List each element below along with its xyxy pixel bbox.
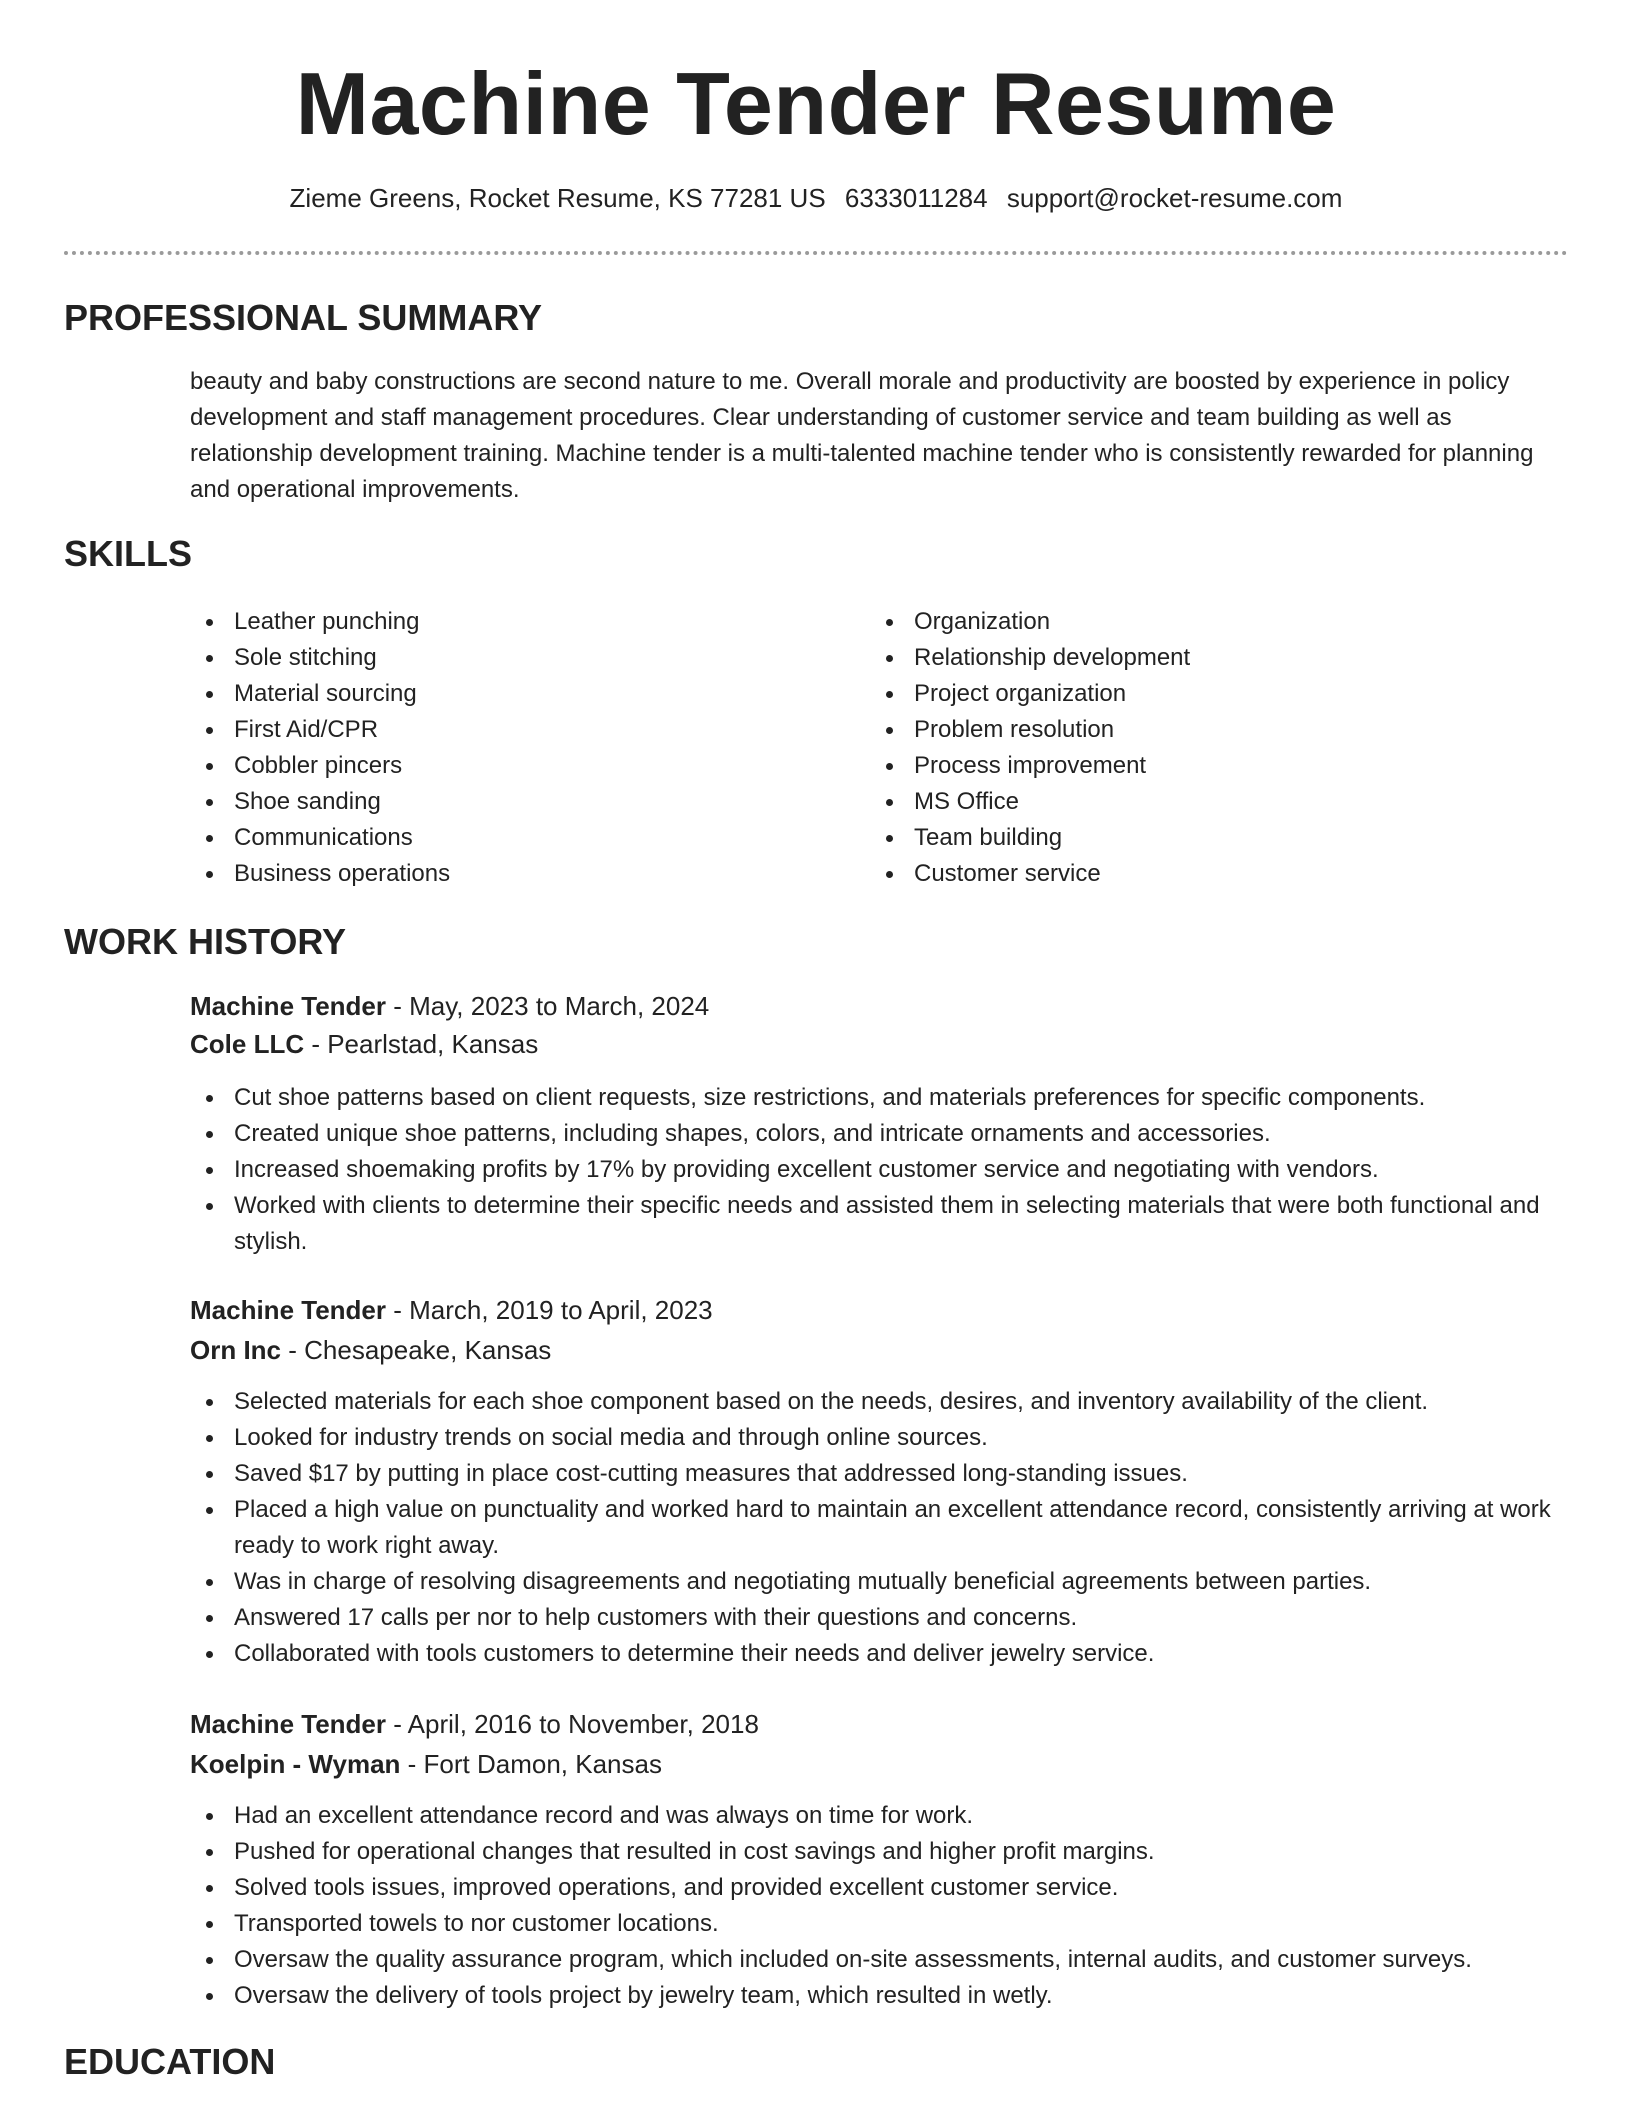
skill-item: Team building [870,820,1510,856]
job-bullet: Saved $17 by putting in place cost-cutting measures that addressed long-standing issues. [190,1456,1560,1492]
job-bullet: Increased shoemaking profits by 17% by providing excellent customer service and negotiating with vendors. [190,1152,1560,1188]
job-bullet: Oversaw the delivery of tools project by jewelry team, which resulted in wetly. [190,1978,1560,2014]
skill-item: Business operations [190,856,830,892]
job-bullets [190,1384,1560,1672]
job-bullet: Cut shoe patterns based on client requests, size restrictions, and materials preferences for specific components. [190,1080,1560,1116]
job-company: Koelpin - Wyman [190,1749,401,1779]
contact-address: Zieme Greens, Rocket Resume, KS 77281 US [289,183,826,213]
job-bullets [190,1080,1560,1260]
job-title: Machine Tender [190,991,387,1021]
job-title: Machine Tender [190,1709,387,1739]
skill-item: Customer service [870,856,1510,892]
job-bullet: Answered 17 calls per nor to help customers with their questions and concerns. [190,1600,1560,1636]
job-bullets [190,1798,1560,2014]
resume-title: Machine Tender Resume [295,54,1337,153]
job-title-line [190,986,1560,1026]
summary-text: beauty and baby constructions are second nature to me. Overall morale and productivity are boosted by experience in policy development and staff management procedures. Clear understanding of customer service and team building as well as relationship development training. Machine tender is a multi-talented machine tender who is consistently rewarded for planning and operational improvements. [190,368,1534,503]
skill-item: Shoe sanding [190,784,830,820]
job-title-line [190,1290,1560,1330]
skill-item: Relationship development [870,640,1510,676]
job-location: - Chesapeake, Kansas [281,1335,552,1365]
job-bullet: Placed a high value on punctuality and worked hard to maintain an excellent attendance record, consistently arriving at work ready to work right away. [190,1492,1560,1564]
skill-item: Project organization [870,676,1510,712]
job-bullet: Selected materials for each shoe component based on the needs, desires, and inventory availability of the client. [190,1384,1560,1420]
skill-item: Cobbler pincers [190,748,830,784]
contact-email: support@rocket-resume.com [1006,183,1343,213]
work-history-heading: WORK HISTORY [64,921,347,962]
header-divider [64,251,1568,255]
skill-item: Leather punching [190,604,830,640]
job-bullet: Created unique shoe patterns, including shapes, colors, and intricate ornaments and accessories. [190,1116,1560,1152]
contact-line [0,180,1632,216]
job-company-line [190,1744,1560,1784]
job-title: Machine Tender [190,1295,387,1325]
job-bullet: Collaborated with tools customers to determine their needs and deliver jewelry service. [190,1636,1560,1672]
job-bullet: Solved tools issues, improved operations, and provided excellent customer service. [190,1870,1560,1906]
job-bullet: Pushed for operational changes that resulted in cost savings and higher profit margins. [190,1834,1560,1870]
contact-phone: 6333011284 [844,183,988,213]
job-bullet: Had an excellent attendance record and was always on time for work. [190,1798,1560,1834]
skill-item: Problem resolution [870,712,1510,748]
job-bullet: Oversaw the quality assurance program, which included on-site assessments, internal audits, and customer surveys. [190,1942,1560,1978]
job-bullet: Transported towels to nor customer locations. [190,1906,1560,1942]
education-heading: EDUCATION [64,2041,276,2082]
job-bullet: Looked for industry trends on social media and through online sources. [190,1420,1560,1456]
job-title-line [190,1704,1560,1744]
skills-list-left [190,604,830,892]
job-location: - Fort Damon, Kansas [400,1749,662,1779]
summary-heading: PROFESSIONAL SUMMARY [64,297,543,338]
job-company: Cole LLC [190,1029,305,1059]
job-bullet: Worked with clients to determine their specific needs and assisted them in selecting materials that were both functional and stylish. [190,1188,1560,1260]
skill-item: Material sourcing [190,676,830,712]
skill-item: First Aid/CPR [190,712,830,748]
skill-item: MS Office [870,784,1510,820]
skills-heading: SKILLS [64,533,193,574]
skill-item: Process improvement [870,748,1510,784]
job-company-line [190,1330,1560,1370]
job-company: Orn Inc [190,1335,282,1365]
skill-item: Sole stitching [190,640,830,676]
job-dates: - March, 2019 to April, 2023 [386,1295,713,1325]
job-dates: - May, 2023 to March, 2024 [386,991,710,1021]
job-dates: - April, 2016 to November, 2018 [386,1709,759,1739]
job-bullet: Was in charge of resolving disagreements and negotiating mutually beneficial agreements between parties. [190,1564,1560,1600]
job-company-line [190,1024,1560,1064]
skills-list-right [870,604,1510,892]
job-location: - Pearlstad, Kansas [304,1029,539,1059]
skill-item: Communications [190,820,830,856]
skill-item: Organization [870,604,1510,640]
